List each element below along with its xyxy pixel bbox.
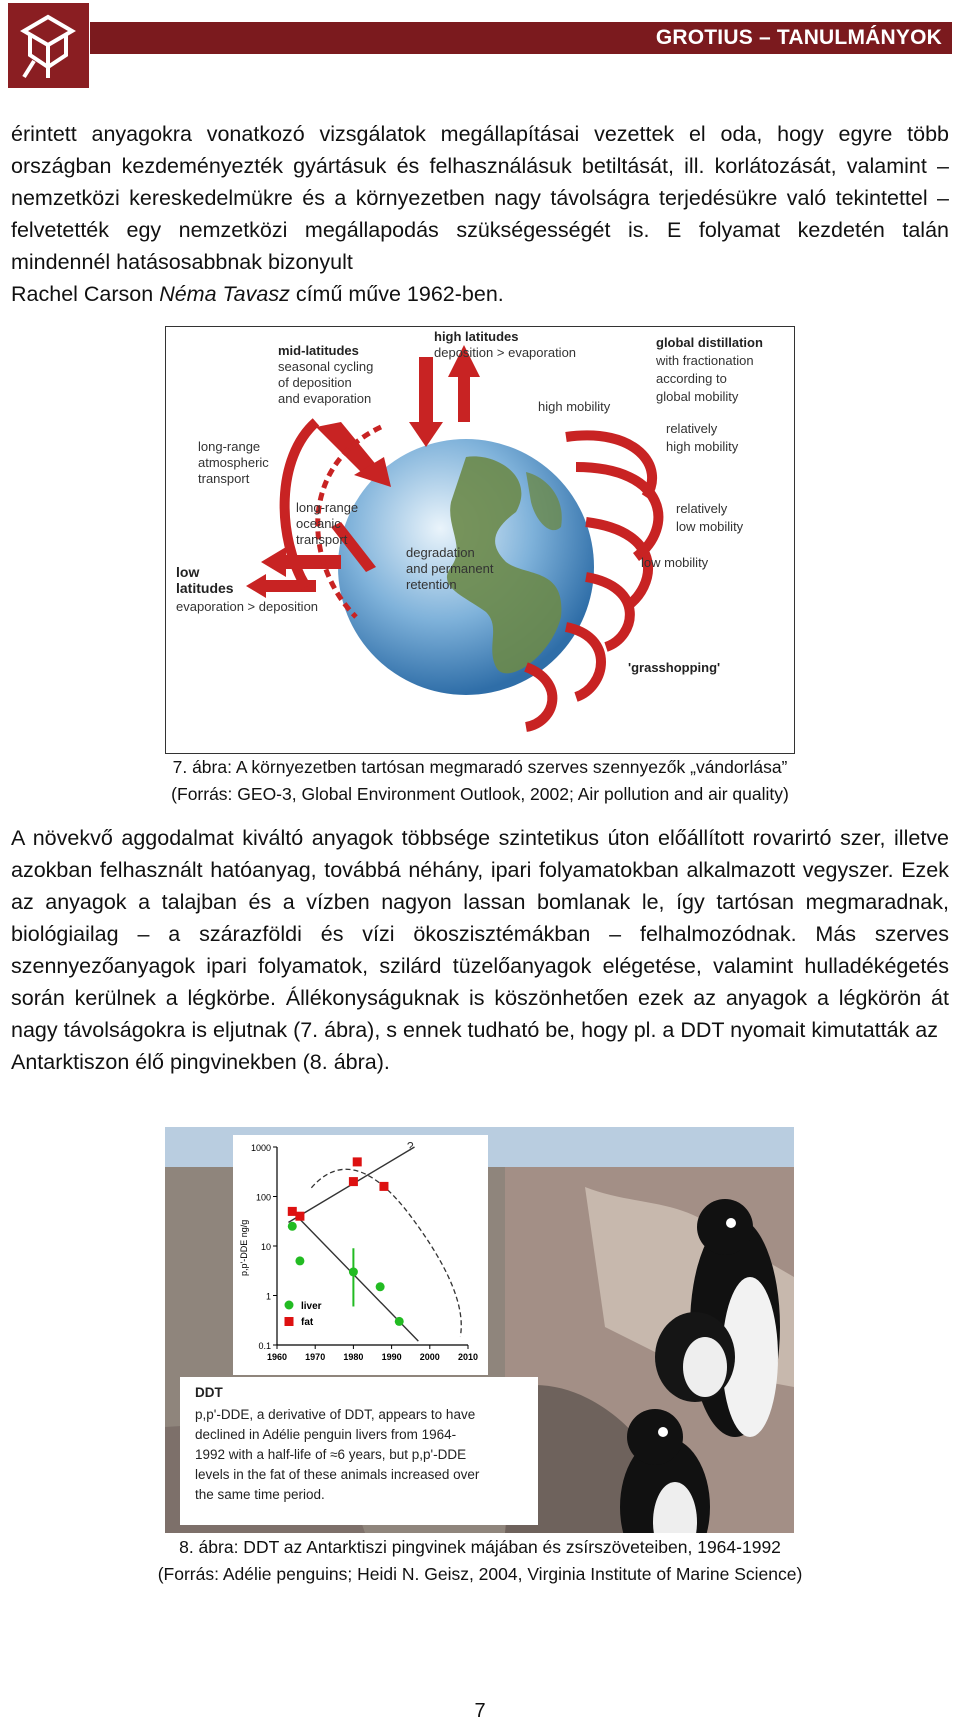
page-number: 7 [474, 1700, 486, 1722]
diagram-label: oceanic [296, 516, 341, 531]
text-line: távolságra terjedésükre való tekintettel – felvetették egy nemzetközi megállapodás [11, 186, 950, 242]
legend-label-fat: fat [301, 1317, 314, 1328]
text-line: több országban kezdeményezték gyártásuk és felhasználásuk betiltását, ill. [11, 122, 949, 178]
text-line: tüzelőanyagok elégetése, valamint hulladékégetés során kerülnek a légkörbe. [11, 954, 949, 1010]
text-line: A növekvő aggodalmat kiváltó anyagok többsége szintetikus úton előállított rovarirtó [11, 826, 832, 850]
diagram-label: long-range [296, 500, 359, 515]
caption-source: (Forrás: Adélie penguins; Heidi N. Geisz, 2004, Virginia Institute of Marine Science) [157, 1564, 803, 1584]
text-line: szükségességét is. E folyamat kezdetén talán mindennél hatásosabbnak bizonyult [11, 218, 949, 274]
y-tick-label: 100 [255, 1192, 271, 1203]
diagram-label: evaporation > deposition [176, 599, 319, 614]
legend-label-liver: liver [301, 1301, 322, 1312]
diagram-label: relatively [666, 421, 718, 436]
text-line: Állékonyságuknak is köszönhetően ezek az anyagok a légkörön át nagy távolságokra is [11, 986, 949, 1042]
ddt-text-line: declined in Adélie penguin livers from 1964- [195, 1427, 457, 1442]
diagram-label: transport [198, 471, 250, 486]
data-point-liver [295, 1256, 304, 1265]
data-point-fat [349, 1177, 358, 1186]
diagram-label: and evaporation [278, 391, 372, 406]
diagram-label: retention [406, 577, 457, 592]
diagram-label: global mobility [656, 389, 739, 404]
y-tick-label: 0.1 [258, 1341, 271, 1351]
global-distillation-title: global distillation [656, 335, 763, 350]
mid-latitudes-title: mid-latitudes [278, 343, 359, 358]
text-line: Rachel Carson [11, 282, 160, 306]
text-line: korlátozását, valamint – nemzetközi kereskedelmükre és a környezetben nagy [11, 154, 949, 210]
paragraph-2 [11, 822, 949, 1078]
data-point-fat [295, 1212, 304, 1221]
text-line: le, így tartósan megmaradnak, biológiailag – a szárazföldi és vízi ökoszisztémákban – [11, 890, 949, 946]
text-line: szer, illetve azokban felhasznált hatóanyag, továbbá néhány, ipari folyamatokban [11, 826, 949, 882]
diagram-label: low mobility [641, 555, 709, 570]
figure-ddt-penguins [165, 1127, 794, 1533]
x-tick-label: 1960 [266, 1352, 288, 1362]
data-point-liver [395, 1317, 404, 1326]
x-tick-label: 1990 [381, 1352, 402, 1362]
legend-marker-liver [285, 1301, 294, 1310]
diagram-label: according to [656, 371, 727, 386]
question-mark: ? [406, 1139, 414, 1154]
text-line: érintett anyagokra vonatkozó vizsgálatok megállapításai vezettek el oda, hogy egyre [11, 122, 893, 146]
diagram-label: transport [296, 532, 348, 547]
header-title: GROTIUS – TANULMÁNYOK [655, 26, 942, 49]
data-point-liver [376, 1282, 385, 1291]
paragraph-1 [11, 118, 949, 310]
book-title: Néma Tavasz [159, 282, 290, 306]
ddt-text-line: 1992 with a half-life of ≈6 years, but p,p'-DDE [195, 1447, 467, 1462]
x-tick-label: 2000 [419, 1352, 440, 1362]
data-point-fat [353, 1157, 362, 1166]
text-line: eljutnak (7. ábra), s ennek tudható be, hogy pl. a DDT nyomait kimutatták az [212, 1018, 939, 1042]
text-line: alkalmazott vegyszer. Ezek az anyagok a talajban és a vízben nagyon lassan bomlanak [11, 858, 949, 914]
ddt-title: DDT [195, 1385, 223, 1400]
diagram-label: relatively [676, 501, 728, 516]
caption-source: (Forrás: GEO-3, Global Environment Outlook, 2002; Air pollution and air quality) [171, 784, 789, 804]
legend-marker-fat [285, 1317, 294, 1326]
low-latitudes-title: low [176, 564, 200, 580]
diagram-label: atmospheric [198, 455, 269, 470]
y-axis-label: p,p'-DDE ng/g [239, 1219, 249, 1276]
diagram-label: deposition > evaporation [434, 345, 577, 360]
data-point-fat [379, 1182, 388, 1191]
y-tick-label: 1 [265, 1291, 271, 1302]
diagram-label: low mobility [676, 519, 744, 534]
diagram-label: with fractionation [656, 353, 754, 368]
diagram-label: long-range [198, 439, 261, 454]
diagram-label: and permanent [406, 561, 494, 576]
text-line: felhalmozódnak. Más szerves szennyezőanyagok ipari folyamatok, szilárd [11, 922, 949, 978]
text-line: című műve 1962-ben. [289, 282, 504, 306]
diagram-label: 'grasshopping' [628, 660, 721, 675]
caption-line: 7. ábra: A környezetben tartósan megmaradó szerves szennyezők „vándorlása” [172, 757, 788, 777]
figure-8-caption [0, 1534, 960, 1588]
y-tick-label: 10 [260, 1242, 271, 1252]
data-point-liver [349, 1267, 358, 1276]
diagram-label: high mobility [666, 439, 739, 454]
grotius-logo-icon [8, 3, 89, 88]
y-tick-label: 1000 [250, 1143, 271, 1153]
figure-7-caption [0, 754, 960, 808]
diagram-label: degradation [406, 545, 475, 560]
x-tick-label: 2010 [457, 1352, 479, 1362]
ddt-text-line: the same time period. [195, 1487, 325, 1502]
ddt-text-line: levels in the fat of these animals increased over [195, 1467, 480, 1482]
text-line: Antarktiszon élő pingvinekben (8. ábra). [11, 1050, 390, 1074]
data-point-liver [288, 1222, 297, 1231]
x-tick-label: 1970 [305, 1352, 326, 1362]
x-tick-label: 1980 [343, 1352, 364, 1362]
header-bar [90, 22, 952, 54]
caption-line: 8. ábra: DDT az Antarktiszi pingvinek májában és zsírszöveteiben, 1964-1992 [179, 1537, 781, 1557]
figure-pollutant-migration [165, 326, 795, 754]
low-latitudes-title: latitudes [176, 580, 234, 596]
high-latitudes-title: high latitudes [434, 329, 519, 344]
ddt-text-line: p,p'-DDE, a derivative of DDT, appears to have [195, 1407, 476, 1422]
diagram-label: high mobility [538, 399, 611, 414]
diagram-label: of deposition [278, 375, 352, 390]
diagram-label: seasonal cycling [278, 359, 374, 374]
chart-panel [233, 1135, 488, 1375]
